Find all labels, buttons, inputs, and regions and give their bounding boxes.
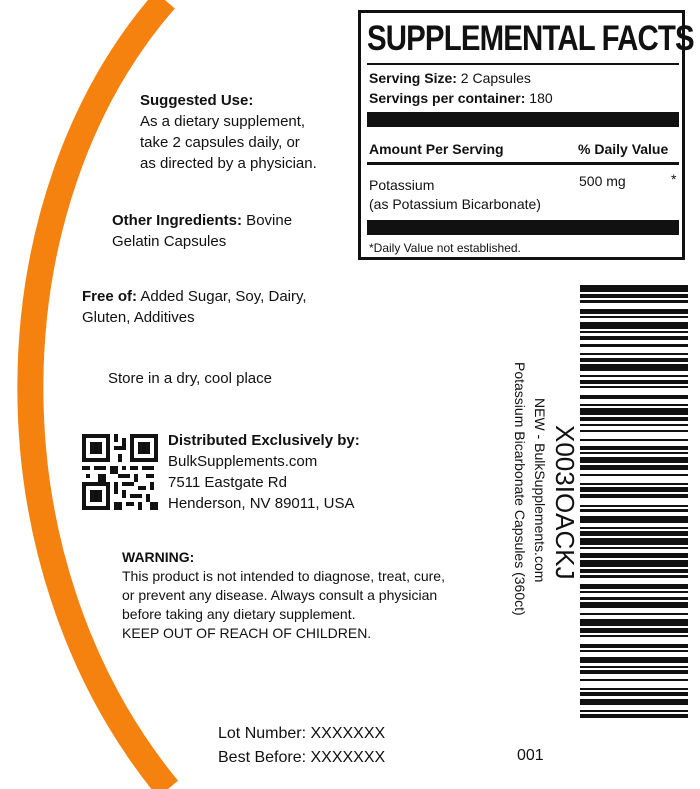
- barcode-bar: [580, 300, 688, 302]
- serving-size-row: [369, 69, 531, 87]
- barcode-bar: [580, 404, 688, 406]
- servings-label: Servings per container:: [369, 90, 526, 106]
- daily-value-header: % Daily Value: [578, 141, 669, 157]
- barcode-bar: [580, 666, 688, 668]
- ingredient-name: Potassium: [369, 177, 435, 193]
- barcode-bar: [580, 380, 688, 384]
- serving-size-value: 2 Capsules: [456, 70, 531, 86]
- barcode-bar: [580, 584, 688, 588]
- barcode-bar: [580, 364, 688, 371]
- barcode-bar: [580, 353, 688, 355]
- distributor-section: [168, 430, 360, 514]
- barcode-bar: [580, 613, 688, 615]
- distributor-heading: Distributed Exclusively by:: [168, 432, 360, 449]
- free-of-section: [82, 286, 307, 328]
- distributor-line: 7511 Eastgate Rd: [168, 474, 287, 491]
- facts-divider: [367, 63, 679, 65]
- facts-footnote: *Daily Value not established.: [369, 241, 521, 255]
- barcode-bar: [580, 527, 688, 529]
- barcode-bar: [580, 644, 688, 648]
- facts-divider: [367, 162, 679, 165]
- barcode-bar: [580, 560, 688, 567]
- free-of-text: Gluten, Additives: [82, 309, 195, 326]
- best-before: Best Before: XXXXXXX: [218, 749, 386, 766]
- barcode-bar: [580, 344, 688, 346]
- barcode-bar: [580, 386, 688, 388]
- barcode-bar: [580, 494, 688, 498]
- barcode-bar: [580, 408, 688, 415]
- barcode-bar: [580, 430, 688, 432]
- barcode-bar: [580, 602, 688, 609]
- barcode: [580, 285, 688, 717]
- serving-size-label: Serving Size:: [369, 70, 457, 86]
- barcode-bar: [580, 336, 688, 340]
- other-ingredients-heading: Other Ingredients:: [112, 212, 243, 229]
- warning-line: or prevent any disease. Always consult a physician: [122, 587, 438, 603]
- barcode-bar: [580, 474, 688, 476]
- barcode-bar: [580, 331, 688, 333]
- barcode-bar: [580, 628, 688, 632]
- fnsku-code: X003IOACKJ: [550, 425, 580, 580]
- barcode-bar: [580, 569, 688, 573]
- other-ingredients-text: Bovine: [242, 212, 293, 229]
- barcode-bar: [580, 285, 688, 292]
- barcode-bar: [580, 650, 688, 652]
- barcode-bar: [580, 547, 688, 549]
- suggested-use-section: [140, 90, 317, 174]
- warning-heading: WARNING:: [122, 549, 195, 565]
- suggested-use-line: take 2 capsules daily, or: [140, 134, 300, 151]
- barcode-bar: [580, 322, 688, 329]
- servings-row: [369, 89, 553, 107]
- other-ingredients-section: [112, 210, 292, 252]
- barcode-bar: [580, 457, 688, 464]
- barcode-bar: [580, 309, 688, 313]
- barcode-bar: [580, 619, 688, 626]
- barcode-bar: [580, 688, 688, 690]
- lot-number: Lot Number: XXXXXXX: [218, 725, 386, 742]
- ingredient-amount: 500 mg: [579, 173, 626, 189]
- barcode-bar: [580, 452, 688, 454]
- barcode-bar: [580, 505, 688, 507]
- servings-value: 180: [525, 90, 553, 106]
- barcode-bar: [580, 591, 688, 593]
- suggested-use-heading: Suggested Use:: [140, 92, 254, 109]
- barcode-bar: [580, 635, 688, 637]
- barcode-bar: [580, 670, 688, 674]
- amount-header: Amount Per Serving: [369, 141, 504, 157]
- ingredient-source: (as Potassium Bicarbonate): [369, 196, 541, 212]
- supplement-facts-panel: [358, 10, 694, 260]
- warning-line: KEEP OUT OF REACH OF CHILDREN.: [122, 625, 372, 641]
- barcode-bar: [580, 417, 688, 421]
- suggested-use-line: As a dietary supplement,: [140, 113, 306, 130]
- barcode-bar: [580, 375, 688, 377]
- barcode-bar: [580, 509, 688, 511]
- barcode-bar: [580, 597, 688, 599]
- ingredient-daily-value: *: [671, 171, 677, 187]
- barcode-bar: [580, 465, 688, 469]
- barcode-bar: [580, 553, 688, 557]
- distributor-line: BulkSupplements.com: [168, 453, 318, 470]
- suggested-use-line: as directed by a physician.: [140, 155, 317, 172]
- barcode-bar: [580, 294, 688, 298]
- free-of-heading: Free of:: [82, 288, 138, 305]
- distributor-line: Henderson, NV 89011, USA: [168, 495, 355, 512]
- lot-info: [218, 722, 385, 770]
- barcode-bar: [580, 575, 688, 577]
- facts-thick-divider: [367, 112, 679, 127]
- warning-line: before taking any dietary supplement.: [122, 606, 356, 622]
- barcode-bar: [580, 446, 688, 450]
- barcode-bar: [580, 487, 688, 491]
- fnsku-line-2: Potassium Bicarbonate Capsules (360ct): [512, 362, 528, 616]
- barcode-bar: [580, 395, 688, 399]
- facts-title: SUPPLEMENTAL FACTS: [367, 19, 694, 58]
- storage-instructions: Store in a dry, cool place: [108, 370, 272, 387]
- other-ingredients-text: Gelatin Capsules: [112, 233, 227, 250]
- barcode-bar: [580, 679, 688, 681]
- barcode-bar: [580, 531, 688, 535]
- barcode-bar: [580, 714, 688, 718]
- barcode-bar: [580, 358, 688, 362]
- barcode-bar: [580, 710, 688, 712]
- barcode-bar: [580, 483, 688, 485]
- warning-section: [122, 548, 445, 643]
- code-number: 001: [517, 747, 544, 764]
- qr-code-icon: [82, 434, 158, 510]
- facts-thick-divider: [367, 220, 679, 235]
- barcode-bar: [580, 692, 688, 696]
- barcode-bar: [580, 439, 688, 441]
- barcode-bar: [580, 424, 688, 426]
- fnsku-line-1: NEW - BulkSupplements.com: [532, 398, 548, 583]
- barcode-bar: [580, 516, 688, 523]
- barcode-bar: [580, 538, 688, 545]
- barcode-bar: [580, 316, 688, 318]
- warning-line: This product is not intended to diagnose, treat, cure,: [122, 568, 445, 584]
- barcode-bar: [580, 699, 688, 706]
- free-of-text: Added Sugar, Soy, Dairy,: [137, 288, 307, 305]
- barcode-bar: [580, 657, 688, 664]
